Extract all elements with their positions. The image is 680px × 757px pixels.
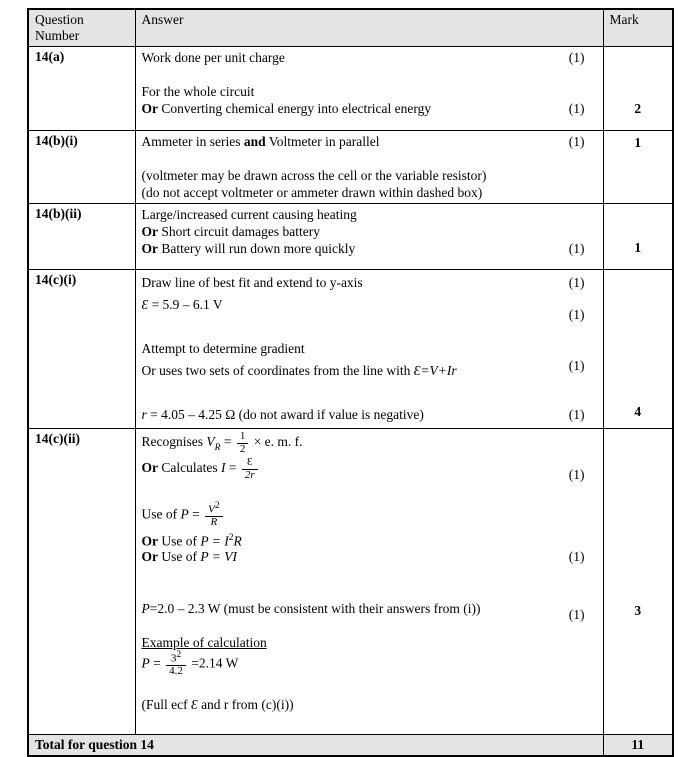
header-row xyxy=(28,9,673,47)
formula-line xyxy=(142,651,597,679)
answer-line xyxy=(142,634,597,651)
answer-line xyxy=(142,360,597,382)
row-14cii xyxy=(28,429,673,735)
answer-text: Converting chemical energy into electrical energy xyxy=(158,101,432,116)
answer-line xyxy=(141,294,597,322)
fraction-numerator xyxy=(205,502,222,517)
answer-text: =2.14 W xyxy=(187,655,239,671)
credit-marker: (1) xyxy=(568,307,585,322)
answer-text: Use of xyxy=(141,506,181,522)
credit-marker: (1) xyxy=(568,134,585,149)
blank-line xyxy=(142,150,597,167)
mark-value: 4 xyxy=(634,404,642,419)
variable: P xyxy=(141,655,150,671)
answer-line xyxy=(142,223,597,240)
answer-text: Recognises xyxy=(141,434,207,450)
answer-text: For the whole circuit xyxy=(141,84,255,99)
question-number-14cii: 14(c)(ii) xyxy=(28,429,135,735)
answer-line xyxy=(142,240,597,257)
fraction-numerator xyxy=(166,651,186,666)
answer-text: Calculates xyxy=(158,460,221,476)
guidance-line xyxy=(142,167,597,184)
fraction-denominator: R xyxy=(210,516,218,529)
equation-text: P = VI xyxy=(200,549,237,564)
answer-line xyxy=(142,404,597,426)
answer-text: Attempt to determine gradient xyxy=(141,341,305,356)
emf-symbol: Ɛ xyxy=(141,297,149,312)
variable: V xyxy=(208,503,215,516)
answer-line xyxy=(141,600,597,622)
answer-line xyxy=(142,133,597,150)
answer-text: = xyxy=(225,460,240,476)
superscript: 2 xyxy=(228,533,234,543)
variable: P xyxy=(141,601,150,616)
answer-text: Use of xyxy=(158,533,201,549)
variable: P xyxy=(180,506,189,522)
answer-text: = 4.05 – 4.25 Ω (do not award if value is negative) xyxy=(146,407,424,422)
answer-cell-14a xyxy=(135,47,603,131)
credit-marker: (1) xyxy=(568,467,585,482)
formula-line xyxy=(142,457,597,485)
total-row xyxy=(28,735,673,757)
blank-line xyxy=(142,566,597,600)
guidance-text: (voltmeter may be drawn across the cell or the variable resistor) xyxy=(141,168,487,183)
fraction xyxy=(242,457,258,481)
mark-value: 3 xyxy=(634,603,642,618)
row-14a xyxy=(28,47,673,131)
answer-line xyxy=(142,83,597,100)
guidance-text: (Full ecf xyxy=(141,697,191,712)
number: 3 xyxy=(170,652,177,665)
credit-marker: (1) xyxy=(568,549,585,564)
mark-cell-14ci xyxy=(603,270,673,429)
answer-line xyxy=(142,272,597,294)
fraction xyxy=(166,651,186,678)
fraction-numerator: 1 xyxy=(237,431,249,444)
mark-cell-14cii xyxy=(603,429,673,735)
answer-text: Large/increased current causing heating xyxy=(141,207,357,222)
answer-text: = 5.9 – 6.1 V xyxy=(148,297,223,312)
row-14bi xyxy=(28,131,673,204)
credit-marker: (1) xyxy=(568,407,585,422)
answer-cell-14bi xyxy=(135,131,603,204)
credit-marker: (1) xyxy=(568,50,585,65)
answer-text: Short circuit damages battery xyxy=(158,224,320,239)
row-14bii xyxy=(28,204,673,270)
answer-text: Draw line of best fit and extend to y-axis xyxy=(141,275,363,290)
blank-line xyxy=(142,382,597,404)
answer-text: Use of xyxy=(158,549,201,564)
mark-cell-14bii xyxy=(603,204,673,270)
or-prefix: Or xyxy=(141,241,158,256)
header-answer: Answer xyxy=(135,9,603,47)
blank-line xyxy=(142,679,597,696)
emf-symbol: Ɛ xyxy=(191,697,198,712)
guidance-text: and r from (c)(i)) xyxy=(197,697,294,712)
blank-line xyxy=(142,316,597,338)
answer-text: = xyxy=(149,655,165,671)
equation-text: P = I xyxy=(200,533,229,549)
fraction xyxy=(205,502,222,529)
credit-marker: (1) xyxy=(568,358,585,373)
question-number-14bi: 14(b)(i) xyxy=(28,131,135,204)
row-14ci xyxy=(28,270,673,429)
header-question-number: Question Number xyxy=(28,9,135,47)
header-mark: Mark xyxy=(603,9,673,47)
answer-line xyxy=(142,338,597,360)
question-number-14bii: 14(b)(ii) xyxy=(28,204,135,270)
guidance-text: (do not accept voltmeter or ammeter drawn within dashed box) xyxy=(141,185,483,200)
formula-line xyxy=(142,548,597,566)
or-prefix: Or xyxy=(141,101,158,116)
answer-cell-14cii xyxy=(135,429,603,735)
subscript: R xyxy=(214,442,221,453)
guidance-line xyxy=(142,696,597,713)
blank-line xyxy=(142,485,597,502)
answer-text: Or uses two sets of coordinates from the line with xyxy=(141,363,414,378)
r-symbol: r xyxy=(141,407,147,422)
blank-line xyxy=(142,66,597,83)
or-prefix: Or xyxy=(141,549,158,564)
formula-line xyxy=(142,431,597,457)
answer-text: Battery will run down more quickly xyxy=(158,241,356,256)
credit-marker: (1) xyxy=(568,275,585,290)
mark-scheme-table xyxy=(27,8,674,757)
formula-line xyxy=(142,502,597,530)
answer-text: =2.0 – 2.3 W (must be consistent with their answers from (i)) xyxy=(149,601,481,616)
answer-line xyxy=(142,206,597,223)
fraction-denominator: 2r xyxy=(244,468,255,481)
equation-text: Ɛ=V+Ir xyxy=(413,363,457,378)
fraction-denominator: 2 xyxy=(239,442,246,455)
or-prefix: Or xyxy=(141,224,158,239)
equation-text: R xyxy=(233,533,242,549)
answer-text: = xyxy=(188,506,204,522)
answer-line xyxy=(142,100,597,117)
fraction xyxy=(237,431,249,455)
mark-value: 2 xyxy=(634,101,642,116)
and-emphasis: and xyxy=(243,134,266,149)
blank-line xyxy=(142,617,597,634)
total-mark: 11 xyxy=(603,735,673,757)
answer-line xyxy=(142,49,597,66)
mark-cell-14a xyxy=(603,47,673,131)
credit-marker: (1) xyxy=(568,101,585,116)
superscript: 2 xyxy=(214,501,220,511)
guidance-line xyxy=(142,184,597,201)
fraction-numerator: Ɛ xyxy=(242,457,258,470)
answer-text: Voltmeter in parallel xyxy=(265,134,380,149)
credit-marker: (1) xyxy=(568,241,585,256)
example-heading: Example of calculation xyxy=(141,635,267,650)
formula-line xyxy=(142,530,597,548)
answer-text: Ammeter in series xyxy=(141,134,244,149)
fraction-denominator: 4.2 xyxy=(169,665,183,678)
mark-value: 1 xyxy=(634,135,642,150)
or-prefix: Or xyxy=(141,533,158,549)
question-number-14ci: 14(c)(i) xyxy=(28,270,135,429)
answer-text: Work done per unit charge xyxy=(141,50,285,65)
superscript: 2 xyxy=(176,650,182,660)
answer-cell-14bii xyxy=(135,204,603,270)
answer-text: = xyxy=(220,434,235,450)
variable: V xyxy=(206,434,215,450)
question-number-14a: 14(a) xyxy=(28,47,135,131)
answer-cell-14ci xyxy=(135,270,603,429)
credit-marker: (1) xyxy=(568,607,585,622)
or-prefix: Or xyxy=(141,460,158,476)
total-label: Total for question 14 xyxy=(28,735,603,757)
answer-text: × e. m. f. xyxy=(250,434,303,450)
mark-cell-14bi xyxy=(603,131,673,204)
variable: I xyxy=(220,460,226,476)
mark-value: 1 xyxy=(634,240,642,255)
